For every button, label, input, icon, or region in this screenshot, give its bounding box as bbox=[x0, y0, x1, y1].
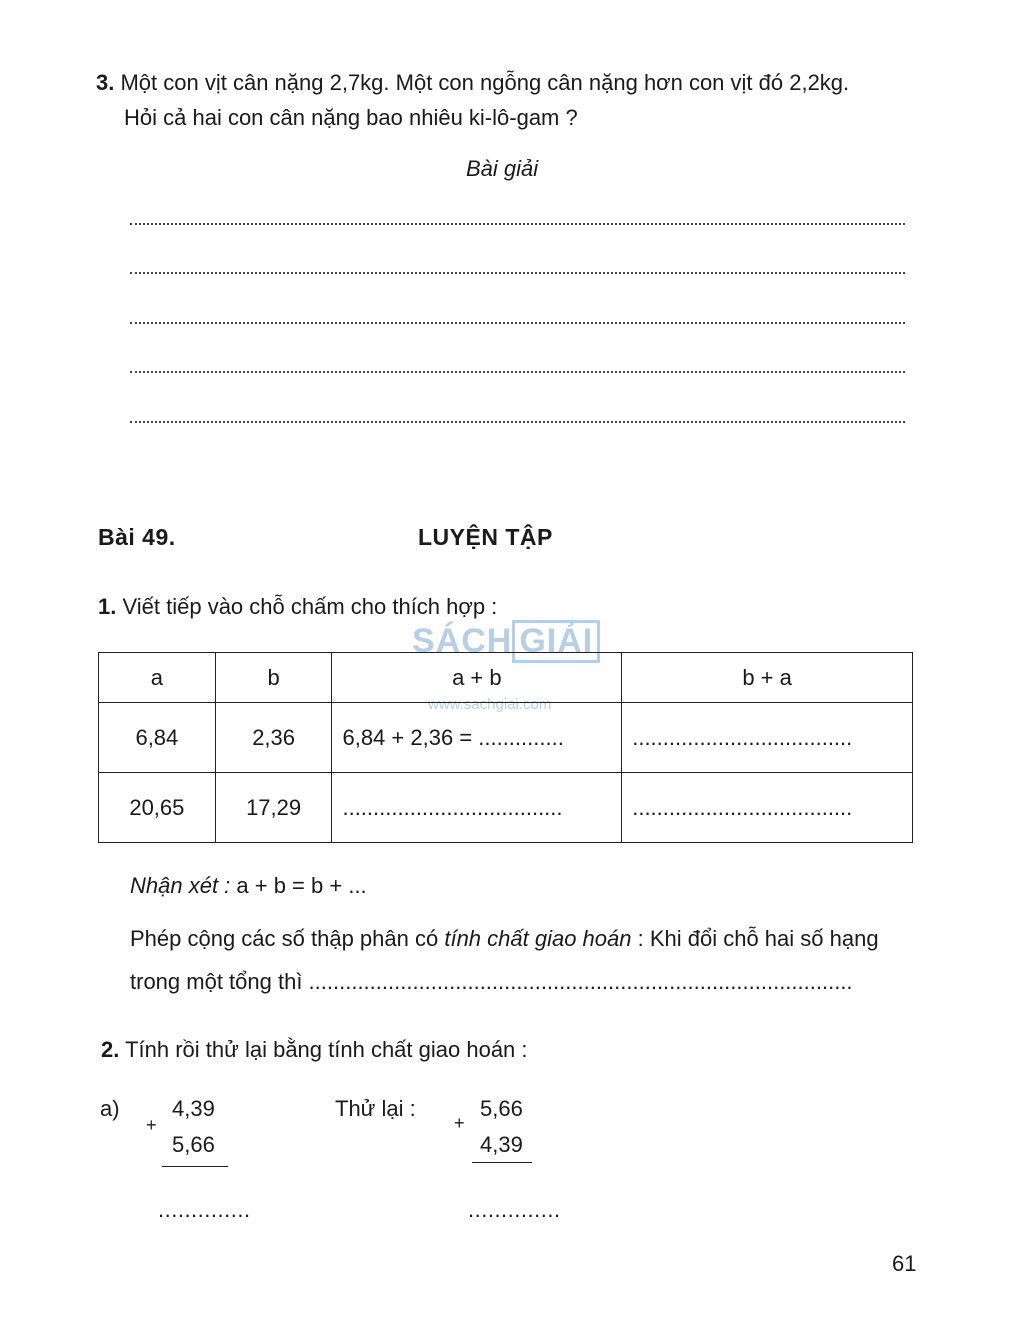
cell-a-plus-b[interactable]: 6,84 + 2,36 = .............. bbox=[332, 703, 622, 773]
header-a-plus-b: a + b bbox=[332, 653, 622, 703]
calc1-sum-rule bbox=[162, 1166, 228, 1167]
calc2-result[interactable]: .............. bbox=[468, 1197, 561, 1222]
calc2-bottom-number: 4,39 bbox=[480, 1132, 523, 1157]
table-row bbox=[99, 703, 913, 773]
remark bbox=[130, 875, 367, 897]
table-row bbox=[99, 773, 913, 843]
header-a: a bbox=[99, 653, 216, 703]
solution-heading: Bài giải bbox=[466, 156, 539, 181]
watermark-logo: SÁCH GIẢI bbox=[412, 620, 600, 663]
answer-line-3[interactable] bbox=[130, 322, 905, 324]
calc2-plus-sign: + bbox=[454, 1113, 465, 1133]
exercise-3-line1: Một con vịt cân nặng 2,7kg. Một con ngỗng cân nặng hơn con vịt đó 2,2kg. bbox=[120, 70, 850, 95]
header-b: b bbox=[215, 653, 332, 703]
exercise-3-text bbox=[96, 72, 849, 94]
lesson-title: LUYỆN TẬP bbox=[418, 524, 553, 550]
exercise-1-table bbox=[98, 652, 913, 843]
calc2-sum-rule bbox=[472, 1162, 532, 1163]
cell-a: 6,84 bbox=[99, 703, 216, 773]
exercise-2-instruction bbox=[101, 1039, 528, 1061]
answer-line-5[interactable] bbox=[130, 421, 905, 423]
remark-text[interactable]: a + b = b + ... bbox=[236, 873, 367, 898]
lesson-number: Bài 49. bbox=[98, 524, 176, 550]
answer-line-2[interactable] bbox=[130, 272, 905, 274]
calc2-top-number: 5,66 bbox=[480, 1096, 523, 1121]
cell-a: 20,65 bbox=[99, 773, 216, 843]
calc1-result[interactable]: .............. bbox=[158, 1197, 251, 1222]
property-italic: tính chất giao hoán bbox=[444, 926, 632, 951]
calc1-plus-sign: + bbox=[146, 1115, 157, 1135]
exercise-1-instruction bbox=[98, 596, 497, 618]
remark-label: Nhận xét : bbox=[130, 873, 231, 898]
answer-line-4[interactable] bbox=[130, 371, 905, 373]
exercise-2-number: 2. bbox=[101, 1037, 120, 1062]
exercise-2-text: Tính rồi thử lại bằng tính chất giao hoán : bbox=[125, 1037, 528, 1062]
exercise-3-line2: Hỏi cả hai con cân nặng bao nhiêu ki-lô-gam ? bbox=[124, 105, 578, 130]
exercise-1-number: 1. bbox=[98, 594, 117, 619]
table-header-row bbox=[99, 653, 913, 703]
check-label: Thử lại : bbox=[335, 1096, 416, 1121]
part-a-label: a) bbox=[100, 1096, 120, 1121]
header-b-plus-a: b + a bbox=[622, 653, 913, 703]
exercise-3-number: 3. bbox=[96, 70, 115, 95]
property-line-1: Phép cộng các số thập phân có tính chất giao hoán : Khi đổi chỗ hai số hạng bbox=[130, 926, 879, 951]
cell-b-plus-a[interactable]: .................................... bbox=[622, 773, 913, 843]
answer-line-1[interactable] bbox=[130, 223, 905, 225]
property-line-2[interactable]: trong một tổng thì ......................................................................................... bbox=[130, 969, 853, 994]
page-number: 61 bbox=[892, 1251, 917, 1276]
exercise-1-text: Viết tiếp vào chỗ chấm cho thích hợp : bbox=[122, 594, 498, 619]
cell-b-plus-a[interactable]: .................................... bbox=[622, 703, 913, 773]
calc1-bottom-number: 5,66 bbox=[172, 1132, 215, 1157]
watermark-url: www.sachgiai.com bbox=[428, 696, 552, 713]
cell-b: 2,36 bbox=[215, 703, 332, 773]
cell-a-plus-b[interactable]: .................................... bbox=[332, 773, 622, 843]
calc1-top-number: 4,39 bbox=[172, 1096, 215, 1121]
cell-b: 17,29 bbox=[215, 773, 332, 843]
